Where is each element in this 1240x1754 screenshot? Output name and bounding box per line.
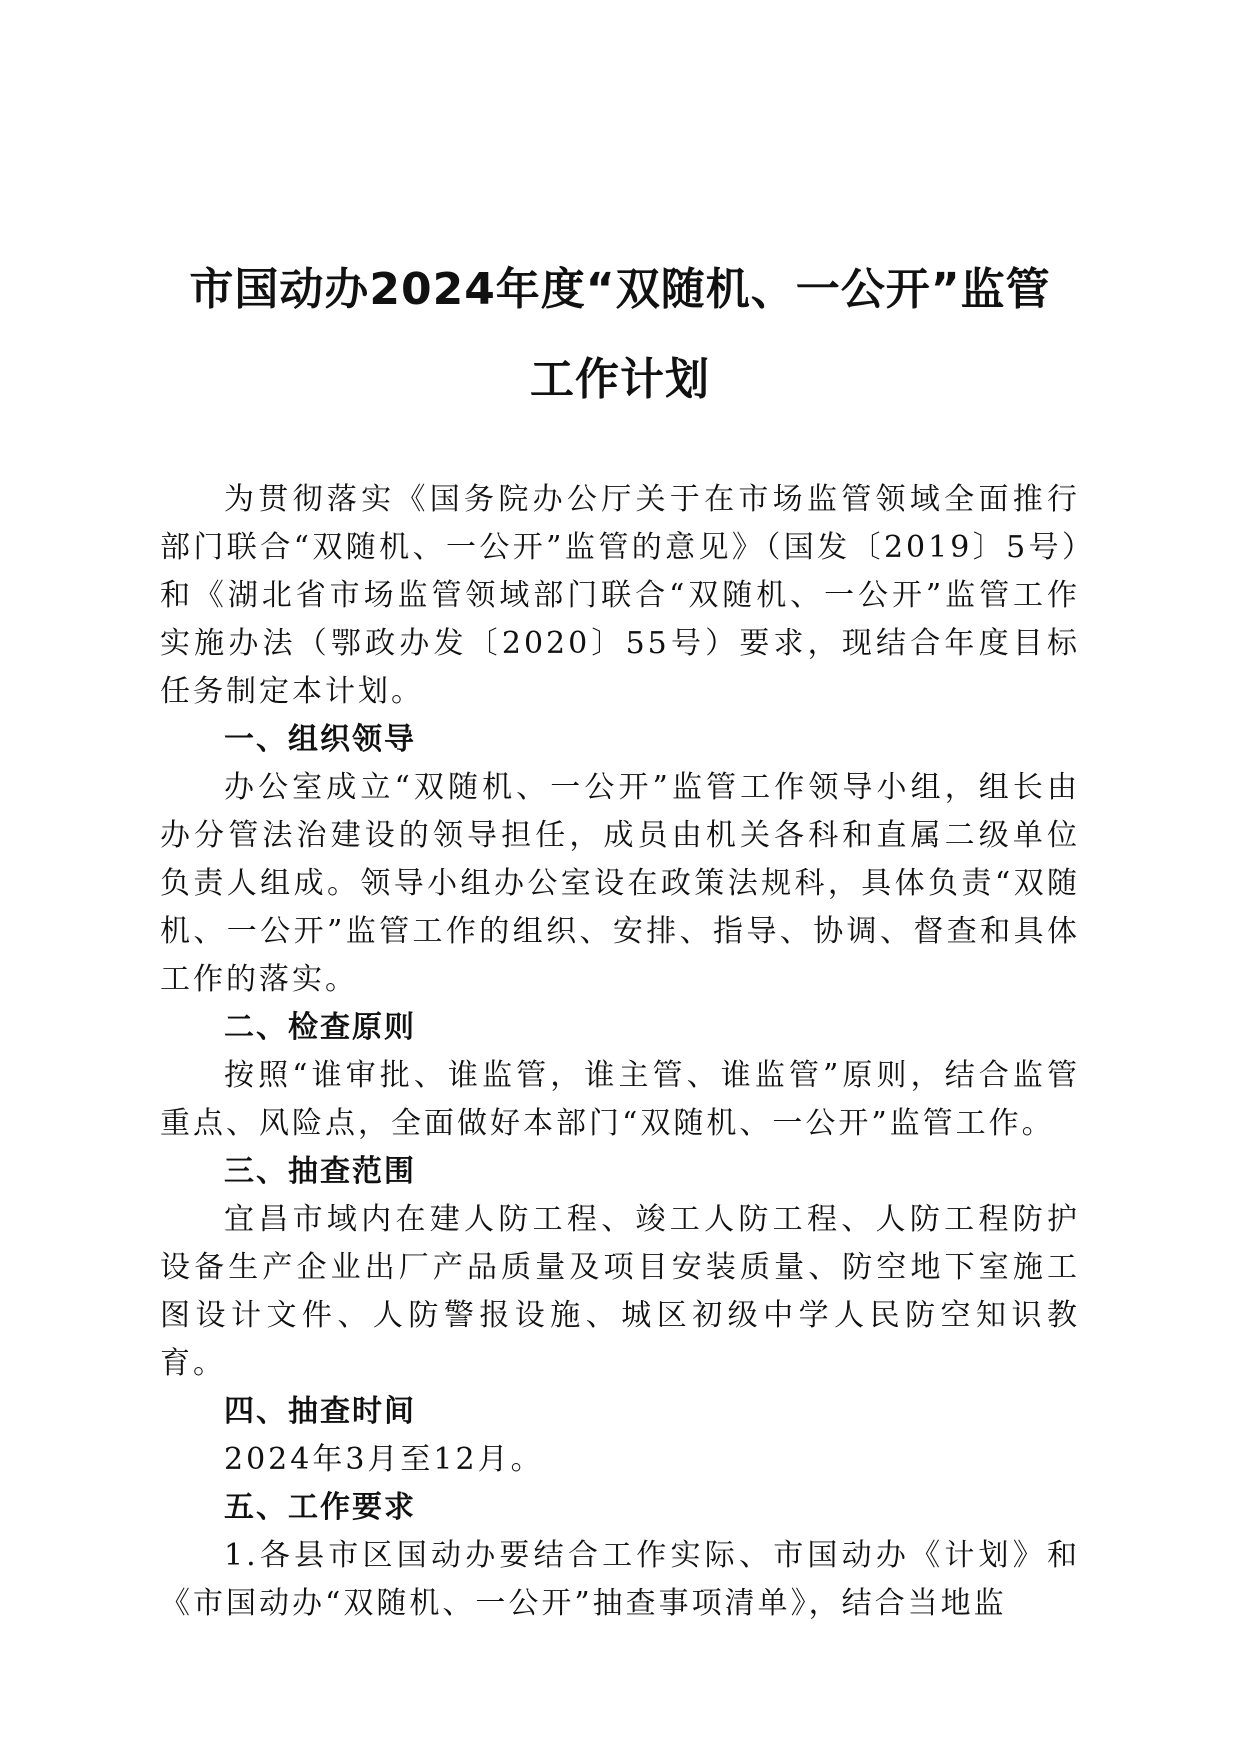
- section-heading-time: 四、抽查时间: [224, 1394, 416, 1429]
- section-heading-scope: 三、抽查范围: [224, 1154, 416, 1189]
- document-title-line-2: 工作计划: [530, 354, 710, 405]
- document-title-line-1: 市国动办2024年度“双随机、一公开”监管: [189, 264, 1051, 315]
- intro-paragraph: 为贯彻落实《国务院办公厅关于在市场监管领域全面推行部门联合“双随机、一公开”监管的意见》（国发〔2019〕5号）和《湖北省市场监管领域部门联合“双随机、一公开”监管工作实施办法（鄂政办发〔2020〕55号）要求，现结合年度目标任务制定本计划。: [160, 482, 1080, 709]
- document-body: [160, 476, 1080, 1628]
- section-text-principles: 按照“谁审批、谁监管，谁主管、谁监管”原则，结合监管重点、风险点，全面做好本部门“双随机、一公开”监管工作。: [160, 1058, 1080, 1141]
- section-heading-organization: 一、组织领导: [224, 722, 416, 757]
- section-text-requirements: 1.各县市区国动办要结合工作实际、市国动办《计划》和《市国动办“双随机、一公开”抽查事项清单》，结合当地监: [160, 1538, 1080, 1621]
- section-text-scope: 宜昌市域内在建人防工程、竣工人防工程、人防工程防护设备生产企业出厂产品质量及项目安装质量、防空地下室施工图设计文件、人防警报设施、城区初级中学人民防空知识教育。: [160, 1202, 1080, 1381]
- section-text-time: 2024年3月至12月。: [224, 1442, 544, 1477]
- section-heading-principles: 二、检查原则: [224, 1010, 416, 1045]
- section-text-organization: 办公室成立“双随机、一公开”监管工作领导小组，组长由办分管法治建设的领导担任，成员由机关各科和直属二级单位负责人组成。领导小组办公室设在政策法规科，具体负责“双随机、一公开”监管工作的组织、安排、指导、协调、督查和具体工作的落实。: [160, 770, 1080, 997]
- section-heading-requirements: 五、工作要求: [224, 1490, 416, 1525]
